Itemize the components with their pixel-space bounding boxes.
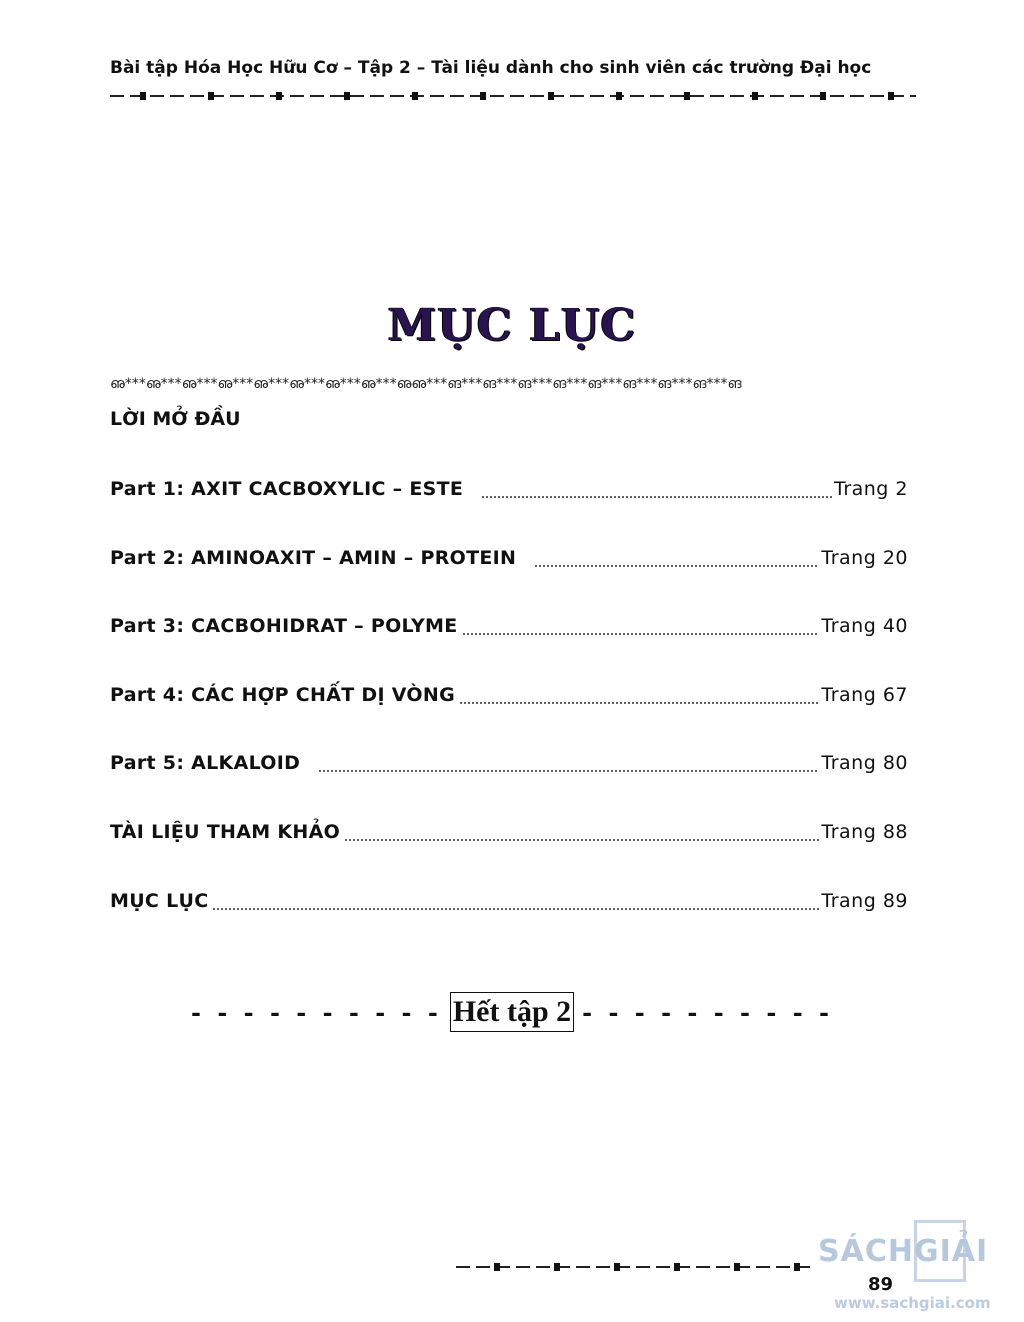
leader-dots — [462, 633, 820, 635]
toc-entry[interactable] — [110, 890, 908, 918]
toc-entry-page: Trang 88 — [821, 821, 908, 843]
toc-entry-page: Trang 2 — [834, 478, 908, 500]
toc-entry-page: Trang 20 — [821, 547, 908, 569]
toc-entry-page: Trang 67 — [821, 684, 908, 706]
end-of-volume — [0, 992, 1024, 1032]
leader-dots — [212, 908, 819, 910]
toc-entry-label: TÀI LIỆU THAM KHẢO — [110, 821, 341, 843]
leader-dots — [459, 702, 819, 704]
toc-entry-label: Part 2: AMINOAXIT – AMIN – PROTEIN — [110, 547, 517, 569]
running-header: Bài tập Hóa Học Hữu Cơ – Tập 2 – Tài liệu dành cho sinh viên các trường Đại học — [110, 58, 872, 78]
toc-entry-label: Part 4: CÁC HỢP CHẤT DỊ VÒNG — [110, 684, 455, 706]
toc-entry-label: Part 5: ALKALOID — [110, 752, 301, 774]
leader-dots — [318, 770, 819, 772]
watermark — [818, 1220, 1018, 1310]
end-dashes-left: - - - - - - - - - - — [191, 997, 442, 1027]
watermark-url: www.sachgiai.com — [834, 1294, 991, 1312]
toc-entry[interactable] — [110, 821, 908, 849]
ornament-divider: ഌ***ഌ***ഌ***ഌ***ഌ***ഌ***ഌ***ഌ***ഌഌ***ങ***ങ***ങ***ങ***ങ***ങ***ങ***ങ***ങ — [110, 376, 742, 392]
toc-entry-page: Trang 80 — [821, 752, 908, 774]
page-number: 89 — [868, 1274, 894, 1295]
leader-dots — [534, 565, 819, 567]
toc-entry[interactable] — [110, 478, 908, 506]
footer-divider — [456, 1260, 814, 1274]
toc-entry[interactable] — [110, 752, 908, 780]
toc-entry-label: Part 3: CACBOHIDRAT – POLYME — [110, 615, 458, 637]
toc-entry-page: Trang 40 — [821, 615, 908, 637]
toc-preface: LỜI MỞ ĐẦU — [110, 408, 241, 430]
toc-entry-label: Part 1: AXIT CACBOXYLIC – ESTE — [110, 478, 464, 500]
end-dashes-right: - - - - - - - - - - — [582, 997, 833, 1027]
toc-entry-label: MỤC LỤC — [110, 890, 209, 912]
leader-dots — [344, 839, 819, 841]
leader-dots — [481, 496, 832, 498]
toc-entry[interactable] — [110, 547, 908, 575]
toc-entry-page: Trang 89 — [821, 890, 908, 912]
toc-entry[interactable] — [110, 615, 908, 643]
header-divider — [110, 89, 916, 103]
page-title: MỤC LỤC — [387, 300, 637, 351]
end-label: Hết tập 2 — [450, 992, 574, 1032]
toc-entry[interactable] — [110, 684, 908, 712]
watermark-brand: SÁCHGIẢI — [818, 1234, 989, 1269]
